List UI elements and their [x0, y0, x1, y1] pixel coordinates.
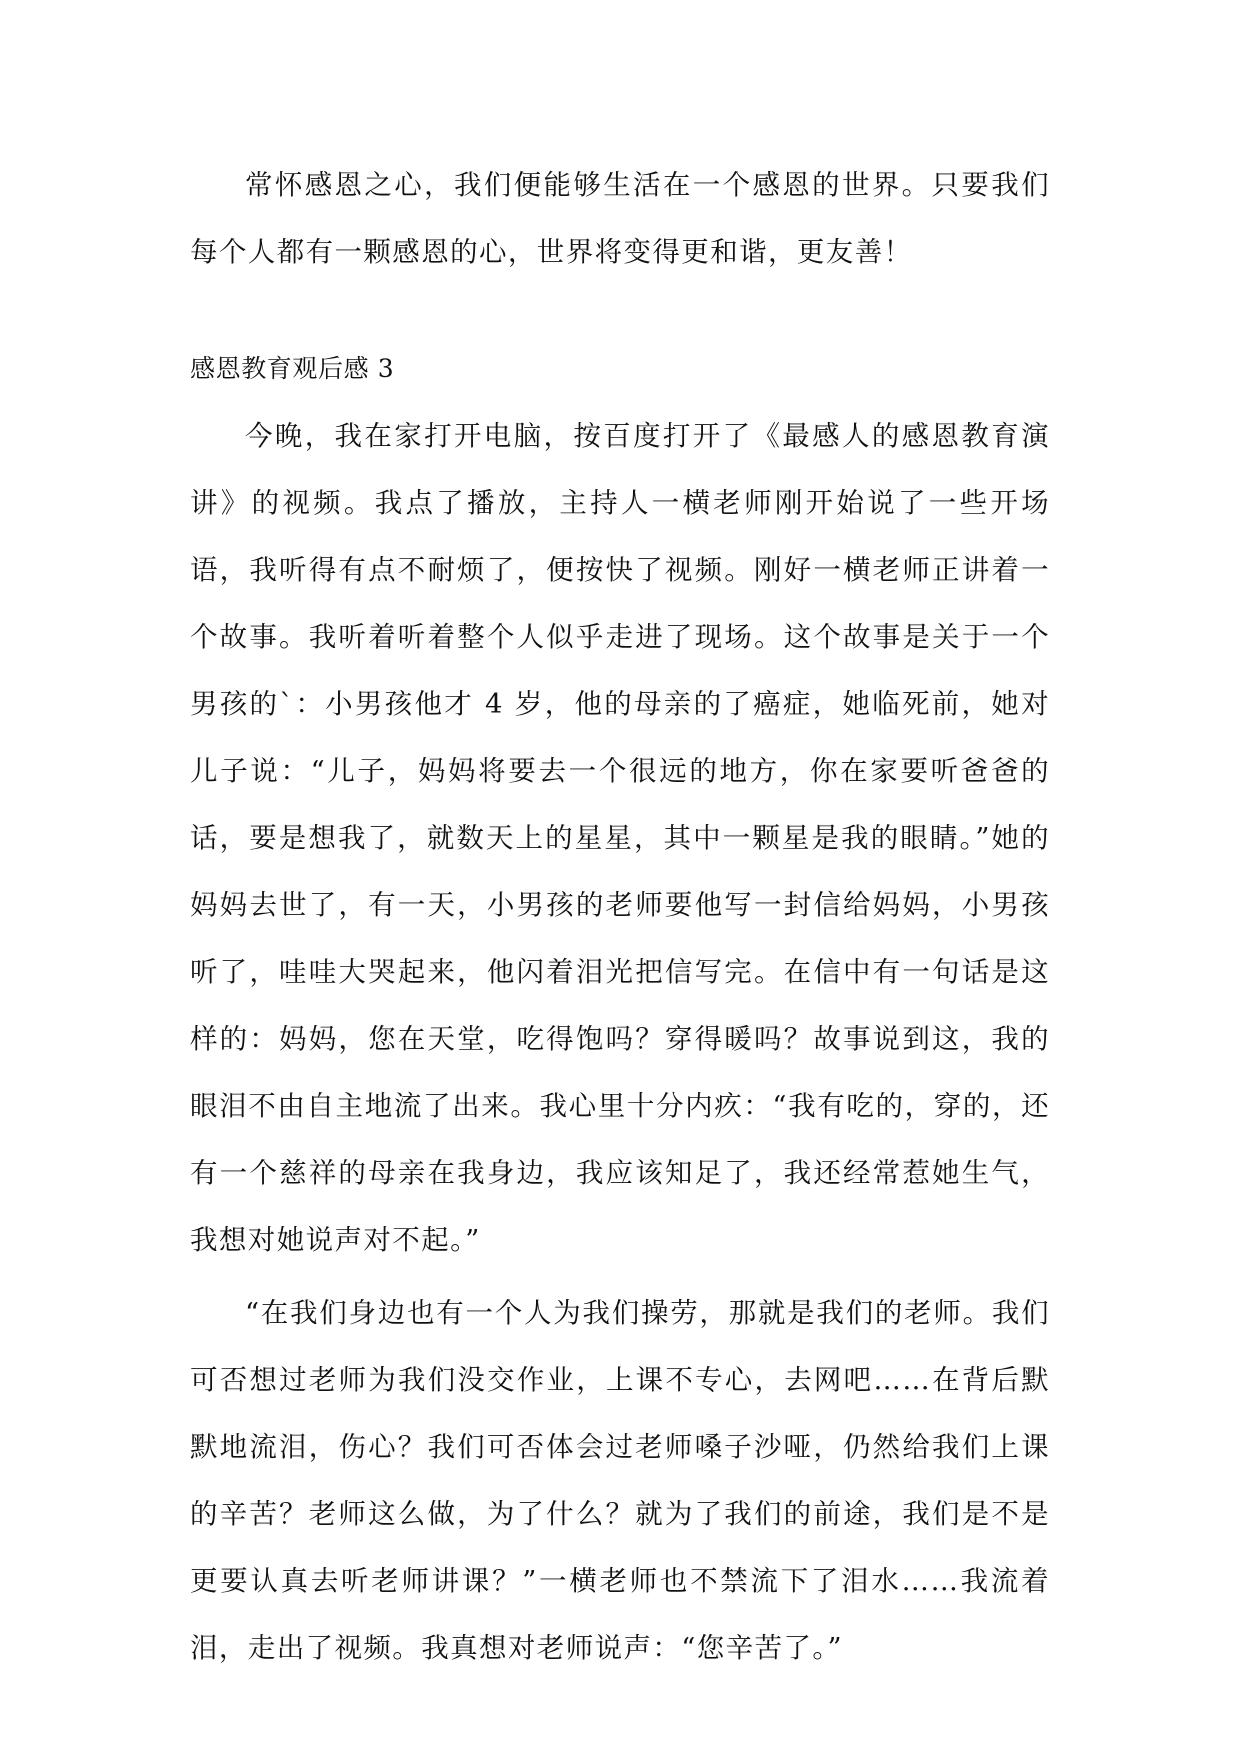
- paragraph-story: 今晚，我在家打开电脑，按百度打开了《最感人的感恩教育演讲》的视频。我点了播放，主持人一横老师刚开始说了一些开场语，我听得有点不耐烦了，便按快了视频。刚好一横老师正讲着一个故事。我听着听着整个人似乎走进了现场。这个故事是关于一个男孩的`：小男孩他才 4 岁，他的母亲的了癌症，她临死前，她对儿子说：“儿子，妈妈将要去一个很远的地方，你在家要听爸爸的话，要是想我了，就数天上的星星，其中一颗星是我的眼睛。”她的妈妈去世了，有一天，小男孩的老师要他写一封信给妈妈，小男孩听了，哇哇大哭起来，他闪着泪光把信写完。在信中有一句话是这样的：妈妈，您在天堂，吃得饱吗？穿得暖吗？故事说到这，我的眼泪不由自主地流了出来。我心里十分内疚：“我有吃的，穿的，还有一个慈祥的母亲在我身边，我应该知足了，我还经常惹她生气，我想对她说声对不起。”: [190, 420, 1050, 1256]
- paragraph-closing-remark: 常怀感恩之心，我们便能够生活在一个感恩的世界。只要我们每个人都有一颗感恩的心，世界将变得更和谐，更友善！: [190, 169, 1050, 268]
- section-title: 感恩教育观后感 3: [190, 354, 395, 383]
- document-body: [190, 152, 1050, 1682]
- paragraph-teacher: “在我们身边也有一个人为我们操劳，那就是我们的老师。我们可否想过老师为我们没交作业，上课不专心，去网吧……在背后默默地流泪，伤心？我们可否体会过老师嗓子沙哑，仍然给我们上课的辛苦？老师这么做，为了什么？就为了我们的前途，我们是不是更要认真去听老师讲课？”一横老师也不禁流下了泪水……我流着泪，走出了视频。我真想对老师说声：“您辛苦了。”: [190, 1297, 1050, 1664]
